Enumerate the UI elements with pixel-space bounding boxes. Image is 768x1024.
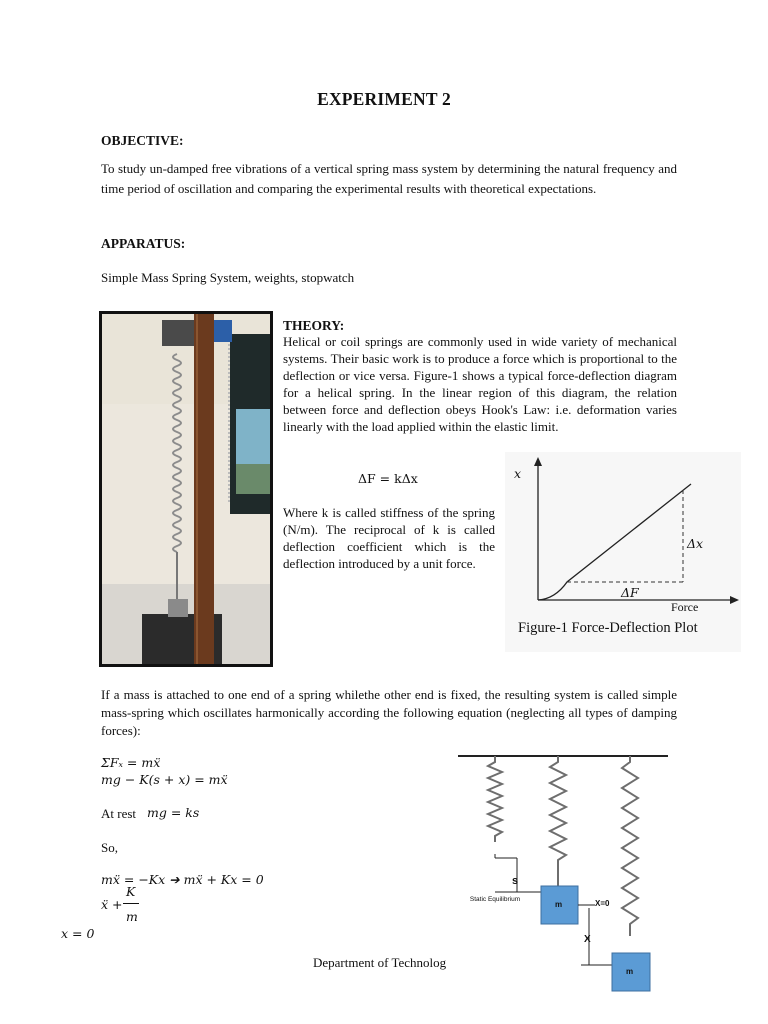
force-deflection-figure (505, 452, 741, 652)
static-equilibrium-label: Static Equilibrium (469, 896, 521, 903)
theory-heading: THEORY: (283, 318, 345, 333)
page-title: EXPERIMENT 2 (317, 89, 451, 109)
figure-caption: Figure-1 Force-Deflection Plot (518, 620, 698, 636)
photo-illustration (102, 314, 270, 664)
mass-spring-text: If a mass is attached to one end of a spring whilethe other end is fixed, the resulting system is called simple mass-spring which oscillates harmonically according the following equation (neglecting all types of damping forces): (101, 687, 677, 738)
apparatus-heading: APPARATUS: (101, 236, 186, 251)
spring-mass-drawing (455, 748, 670, 996)
equation-result: x = 0 (61, 926, 95, 941)
x0-label: X=0 (595, 899, 610, 908)
x-axis-label: Force (671, 600, 699, 614)
spring-mass-diagram (455, 748, 670, 996)
x-label: X (584, 934, 591, 945)
equation-sum-forces: ΣFₓ = mẍ (101, 755, 161, 770)
delta-f-label: ΔF (621, 585, 639, 600)
theory-text: Helical or coil springs are commonly used in wide variety of mechanical systems. Their basic work is to produce a force which is proportional to the deflection or vice versa. Figure-1 shows a typical force-deflection diagram for a helical spring. In the linear region of this diagram, the relation between force and deflection obeys Hook's Law: i.e. deformation varies linearly with the load applied within the elastic limit. (283, 334, 677, 434)
fraction-denominator: m (126, 909, 138, 924)
at-rest-label: At rest (101, 806, 137, 821)
fraction-numerator: K (126, 884, 136, 899)
y-axis-label: x (514, 466, 522, 481)
objective-text: To study un-damped free vibrations of a vertical spring mass system by determining the natural frequency and time period of oscillation and comparing the experimental results with theoretical expectations. (101, 161, 677, 196)
fraction-bar (123, 903, 139, 904)
spring-apparatus-photo (99, 311, 273, 667)
equation-normalized-left: ẍ + (101, 897, 123, 912)
so-label: So, (101, 840, 118, 855)
stiffness-text: Where k is called stiffness of the spring (N/m). The reciprocal of k is called deflection coefficient which is the deflection introduced by a unit force. (283, 505, 495, 571)
equation-newton: mg − K(s + x) = mẍ (101, 772, 228, 787)
objective-heading: OBJECTIVE: (101, 133, 184, 148)
mass-label-2: m (626, 967, 634, 976)
delta-x-label: Δx (687, 536, 704, 551)
apparatus-text: Simple Mass Spring System, weights, stopwatch (101, 270, 355, 285)
hooke-equation: ΔF = kΔx (358, 471, 418, 486)
at-rest-equation: mg = ks (147, 805, 200, 820)
s-label: s (512, 875, 519, 887)
footer-department: Department of Technolog (313, 955, 447, 970)
mass-label-1: m (555, 900, 563, 909)
equation-motion: mẍ = −Kx ➔ mẍ + Kx = 0 (101, 872, 264, 887)
